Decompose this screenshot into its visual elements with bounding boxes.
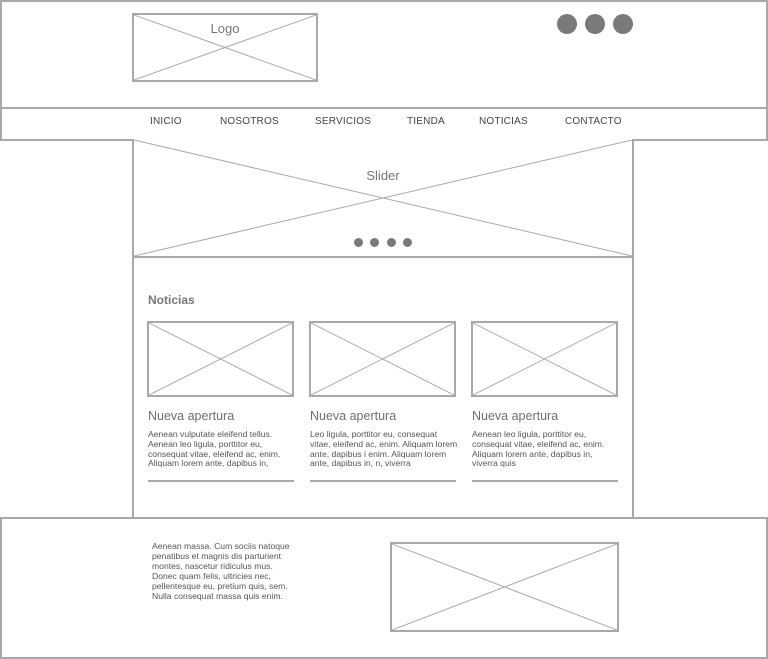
- nav-item-servicios[interactable]: SERVICIOS: [315, 116, 372, 127]
- nav-item-nosotros[interactable]: NOSOTROS: [220, 116, 279, 127]
- logo-placeholder[interactable]: [132, 13, 318, 82]
- news-card-image[interactable]: [471, 321, 618, 397]
- nav-item-noticias[interactable]: NOTICIAS: [479, 116, 528, 127]
- slider-dot[interactable]: [387, 238, 396, 247]
- news-card-text: Aenean leo ligula, porttitor eu, consequat vitae, eleifend ac, enim. Aliquam lorem ante, dapibus in, viverra quis: [472, 429, 605, 469]
- nav-bar: [0, 107, 768, 141]
- slider-label: Slider: [366, 168, 400, 183]
- slider-dot[interactable]: [403, 238, 412, 247]
- image-placeholder-icon: [134, 140, 632, 256]
- nav-item-tienda[interactable]: TIENDA: [407, 116, 445, 127]
- image-placeholder-icon: [473, 323, 616, 395]
- footer-image[interactable]: [390, 542, 619, 632]
- news-section-title: Noticias: [148, 293, 195, 307]
- card-divider: [472, 480, 618, 482]
- card-divider: [310, 480, 456, 482]
- logo-label: Logo: [210, 21, 240, 36]
- slider-dot[interactable]: [354, 238, 363, 247]
- news-card-title[interactable]: Nueva apertura: [472, 409, 559, 423]
- slider[interactable]: [132, 140, 634, 258]
- image-placeholder-icon: [149, 323, 292, 395]
- footer-text: Aenean massa. Cum sociis natoque penatibus et magnis dis parturient montes, nascetur ridiculus mus. Donec quam felis, ultricies nec, pellentesque eu, pretium quis, sem. Nulla consequat massa quis enim.: [152, 541, 290, 601]
- social-circle-icon[interactable]: [557, 14, 577, 34]
- news-card-image[interactable]: [147, 321, 294, 397]
- footer: [0, 517, 768, 659]
- social-circle-icon[interactable]: [613, 14, 633, 34]
- news-card-title[interactable]: Nueva apertura: [148, 409, 235, 423]
- header: [0, 0, 768, 109]
- nav-item-inicio[interactable]: INICIO: [150, 116, 182, 127]
- image-placeholder-icon: [392, 544, 617, 630]
- news-card-image[interactable]: [309, 321, 456, 397]
- social-circle-icon[interactable]: [585, 14, 605, 34]
- news-card-text: Leo ligula, porttitor eu, consequat vitae, eleifend ac, enim. Aliquam lorem ante, dapibus i enim. Aliquam lorem ante, dapibus in, n, viverra: [310, 429, 458, 469]
- news-card-title[interactable]: Nueva apertura: [310, 409, 397, 423]
- slider-dot[interactable]: [370, 238, 379, 247]
- image-placeholder-icon: [311, 323, 454, 395]
- news-card-text: Aenean vulputate eleifend tellus. Aenean leo ligula, porttitor eu, consequat vitae, eleifend ac, enim. Aliquam lorem ante, dapibus in,: [148, 429, 281, 469]
- card-divider: [148, 480, 294, 482]
- nav-item-contacto[interactable]: CONTACTO: [565, 116, 622, 127]
